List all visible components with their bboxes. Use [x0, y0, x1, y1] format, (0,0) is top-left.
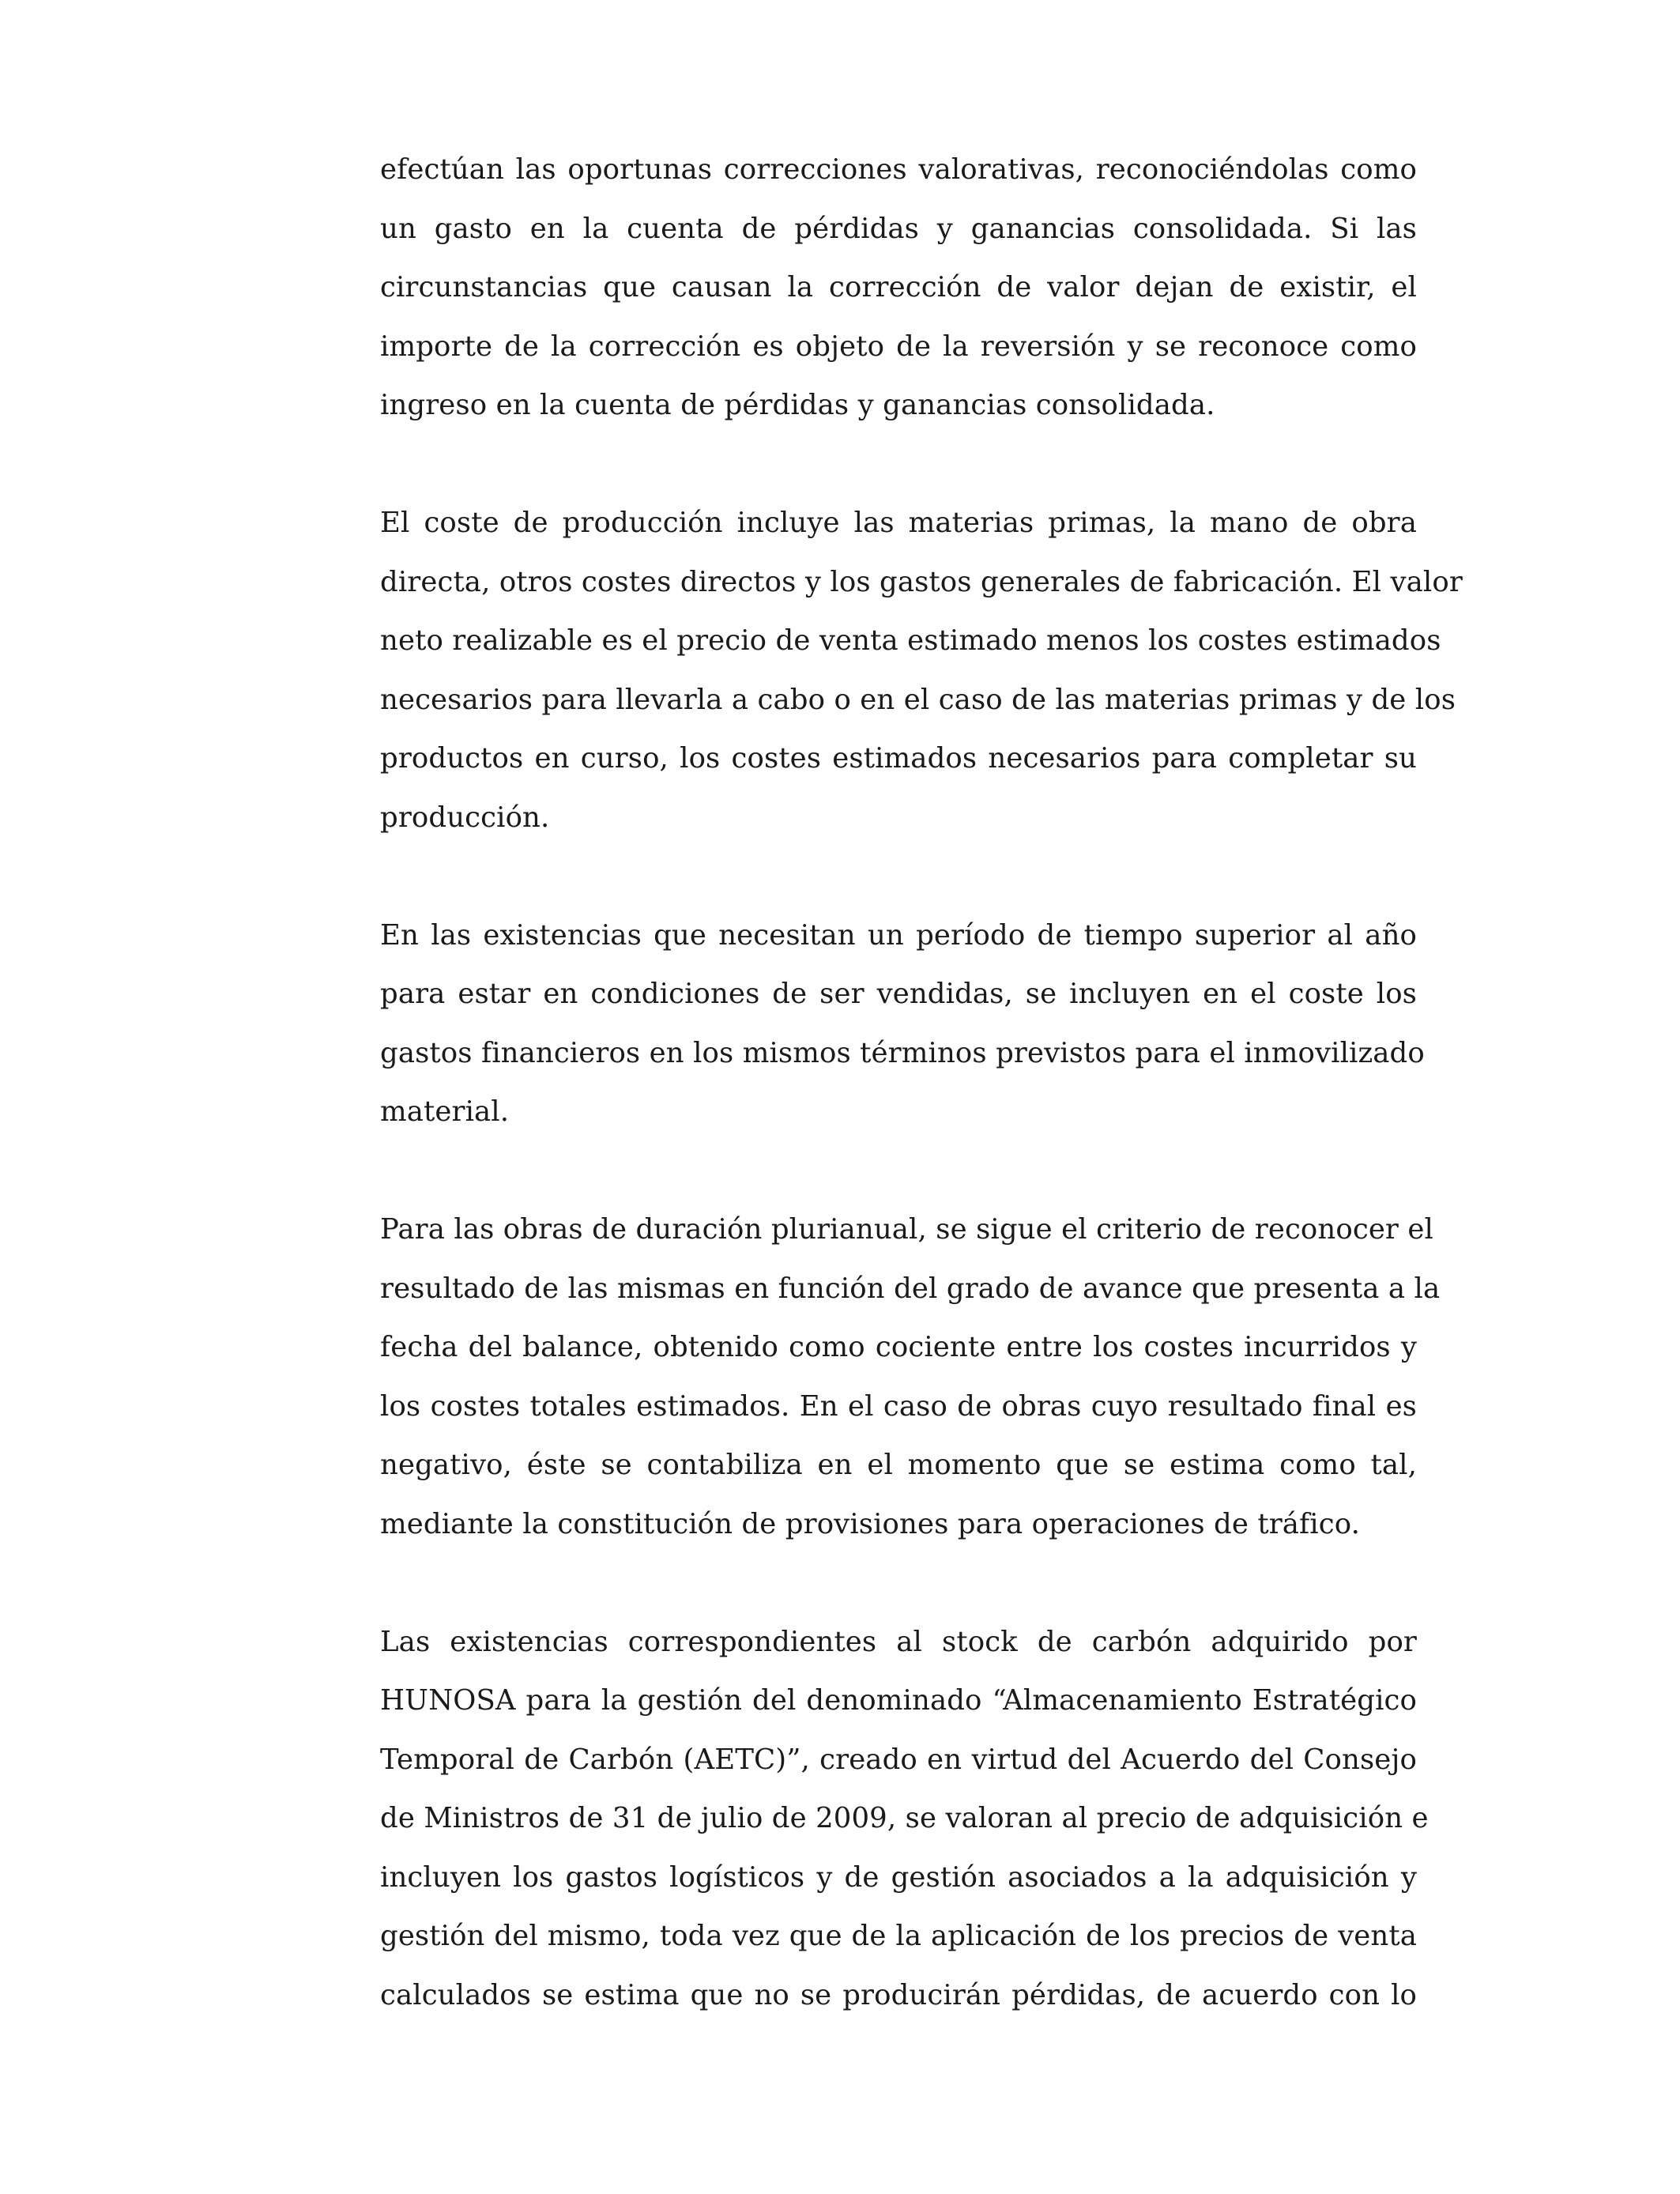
paragraph-existencias-periodo — [380, 907, 1425, 1142]
text-line: El coste de producción incluye las materias primas, la mano de obra — [380, 507, 1417, 539]
text-line: necesarios para llevarla a cabo o en el caso de las materias primas y de los — [380, 683, 1456, 716]
text-line: neto realizable es el precio de venta estimado menos los costes estimados — [380, 624, 1441, 657]
text-line: gestión del mismo, toda vez que de la aplicación de los precios de venta — [380, 1920, 1417, 1952]
text-line: ingreso en la cuenta de pérdidas y ganancias consolidada. — [380, 389, 1215, 421]
text-line: Para las obras de duración plurianual, se sigue el criterio de reconocer el — [380, 1213, 1433, 1246]
paragraph-obras-plurianual — [380, 1201, 1441, 1554]
text-line: incluyen los gastos logísticos y de gestión asociados a la adquisición y — [380, 1860, 1417, 1894]
text-line: un gasto en la cuenta de pérdidas y ganancias consolidada. Si las — [380, 212, 1417, 245]
text-line: Las existencias correspondientes al stock de carbón adquirido por — [380, 1625, 1417, 1658]
document-body — [380, 141, 1463, 2025]
text-line: efectúan las oportunas correcciones valorativas, reconociéndolas como — [380, 153, 1417, 186]
paragraph-correcciones-valorativas — [380, 141, 1417, 435]
text-line: resultado de las mismas en función del grado de avance que presenta a la — [380, 1272, 1441, 1305]
text-line: de Ministros de 31 de julio de 2009, se valoran al precio de adquisición e — [380, 1802, 1429, 1834]
text-line: En las existencias que necesitan un período de tiempo superior al año — [380, 918, 1417, 952]
text-line: mediante la constitución de provisiones para operaciones de tráfico. — [380, 1507, 1360, 1540]
text-line: importe de la corrección es objeto de la reversión y se reconoce como — [380, 330, 1417, 363]
text-line: los costes totales estimados. En el caso de obras cuyo resultado final es — [380, 1389, 1417, 1423]
text-line: productos en curso, los costes estimados necesarios para completar su — [380, 742, 1417, 775]
text-line: material. — [380, 1095, 510, 1128]
text-line: circunstancias que causan la corrección de valor dejan de existir, el — [380, 271, 1417, 303]
text-line: HUNOSA para la gestión del denominado “Almacenamiento Estratégico — [380, 1684, 1417, 1717]
text-line: producción. — [380, 801, 550, 834]
text-line: para estar en condiciones de ser vendidas, se incluyen en el coste los — [380, 978, 1417, 1010]
paragraph-stock-carbon — [380, 1613, 1429, 2026]
text-line: directa, otros costes directos y los gastos generales de fabricación. El valor — [380, 565, 1463, 598]
text-line: calculados se estima que no se producirán pérdidas, de acuerdo con lo — [380, 1978, 1417, 2011]
text-line: fecha del balance, obtenido como cociente entre los costes incurridos y — [380, 1331, 1417, 1363]
text-line: negativo, éste se contabiliza en el momento que se estima como tal, — [380, 1449, 1417, 1481]
paragraph-coste-produccion — [380, 494, 1463, 847]
text-line: Temporal de Carbón (AETC)”, creado en virtud del Acuerdo del Consejo — [380, 1743, 1417, 1776]
text-line: gastos financieros en los mismos términos previstos para el inmovilizado — [380, 1036, 1425, 1069]
